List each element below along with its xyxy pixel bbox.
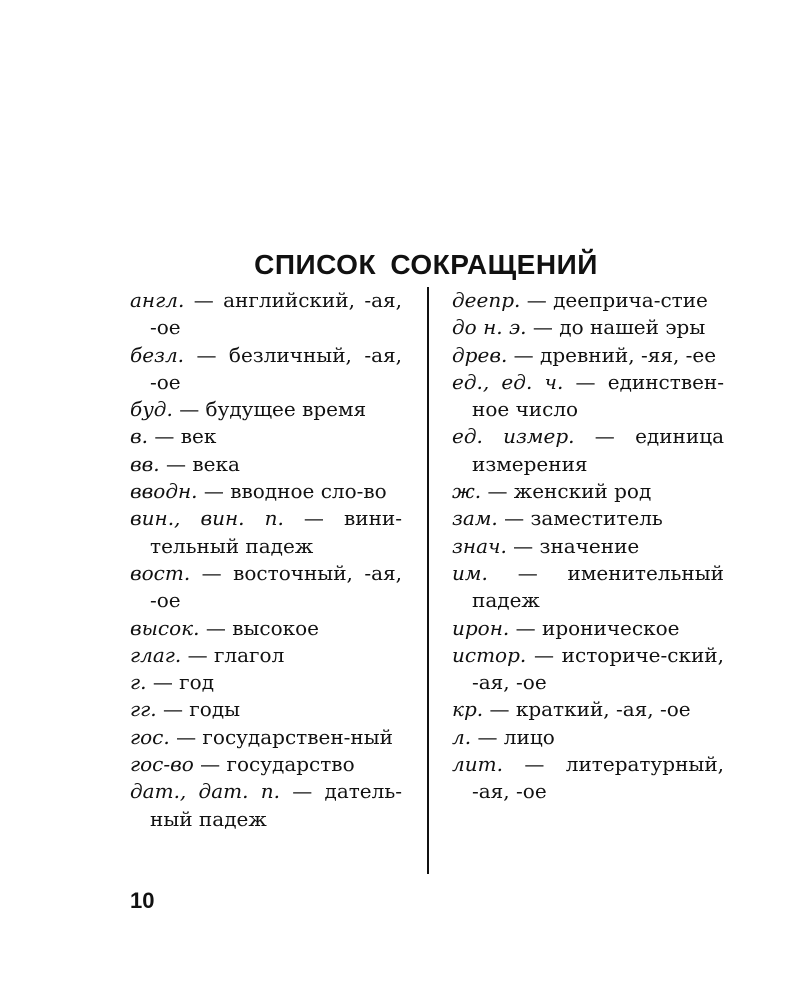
abbreviation: безл. (130, 342, 185, 367)
abbreviation: вост. (130, 560, 191, 585)
abbreviation-entry (130, 724, 402, 751)
abbreviation: ж. (452, 479, 482, 504)
abbreviation: им. (452, 560, 488, 585)
definition: — литературный, -ая, -ое (472, 752, 725, 804)
definition: — именительный падеж (472, 560, 724, 613)
abbreviation: вин., вин. п. (130, 506, 284, 531)
abbreviation: в. (130, 424, 148, 449)
abbreviation-entry (130, 560, 402, 615)
abbreviation-entry (452, 505, 724, 532)
definition: — вводное сло-во (203, 479, 387, 504)
definition: — высокое (205, 615, 319, 640)
definition: — женский род (487, 479, 652, 504)
column-divider (427, 287, 429, 874)
definition: — единствен-ное число (472, 369, 724, 422)
definition: — историче-ский, -ая, -ое (472, 642, 724, 695)
abbreviation-entry (452, 533, 724, 560)
abbreviation: гос. (130, 724, 170, 749)
abbreviation-entry (130, 642, 402, 669)
abbreviation-entry (130, 696, 402, 723)
definition: — до нашей эры (532, 315, 706, 340)
page-title: СПИСОК СОКРАЩЕНИЙ (254, 248, 598, 280)
abbreviation: истор. (452, 642, 527, 667)
abbreviation: глаг. (130, 642, 182, 667)
abbreviation: вводн. (130, 479, 198, 504)
definition: — краткий, -ая, -ое (489, 697, 691, 722)
abbreviation-entry (452, 560, 724, 615)
abbreviation: ед., ед. ч. (452, 369, 564, 394)
abbreviation: знач. (452, 533, 507, 558)
abbreviation-entry (130, 669, 402, 696)
abbreviation-entry (130, 505, 402, 560)
page-number: 10 (130, 888, 155, 913)
definition: — единица измерения (472, 424, 724, 476)
definition: — дееприча-стие (526, 288, 708, 312)
abbreviation-entry (130, 778, 402, 833)
abbreviation-entry (452, 342, 724, 369)
abbreviation-entry (130, 423, 402, 450)
abbreviation: гос-во (130, 752, 194, 777)
abbreviation-entry (452, 615, 724, 642)
definition: — вини-тельный падеж (150, 506, 402, 558)
abbreviation-entry (130, 287, 402, 342)
definition: — ироническое (515, 615, 680, 640)
abbreviation-entry (452, 478, 724, 505)
abbreviation-entry (452, 696, 724, 723)
abbreviation-entry (452, 423, 724, 478)
definition: — будущее время (179, 397, 367, 422)
abbreviation: г. (130, 670, 147, 695)
definition: — английский, -ая, -ое (150, 288, 403, 340)
abbreviation: высок. (130, 615, 200, 640)
definition: — века (166, 451, 240, 476)
abbreviation-entry (130, 615, 402, 642)
abbreviation: деепр. (452, 288, 521, 312)
abbreviation: кр. (452, 697, 484, 722)
abbreviation-entry (130, 751, 402, 778)
abbreviation-entry (452, 724, 724, 751)
abbreviation: ирон. (452, 615, 510, 640)
definition: — государство (200, 752, 355, 777)
abbreviation: гг. (130, 697, 157, 722)
definition: — лицо (477, 724, 555, 749)
abbreviation-entry (130, 451, 402, 478)
abbreviation-list-left (130, 287, 402, 833)
abbreviation: вв. (130, 451, 160, 476)
abbreviation-entry (452, 314, 724, 341)
definition: — государствен-ный (176, 724, 393, 749)
abbreviation-entry (130, 342, 402, 397)
abbreviation: л. (452, 724, 472, 749)
abbreviation: ед. измер. (452, 424, 575, 449)
definition: — век (154, 424, 217, 449)
abbreviation: зам. (452, 506, 498, 531)
abbreviation: англ. (130, 288, 185, 312)
definition: — годы (162, 697, 241, 722)
definition: — датель-ный падеж (150, 779, 402, 831)
abbreviation-list-right (452, 287, 724, 806)
abbreviation-entry (452, 287, 724, 314)
abbreviation: буд. (130, 397, 173, 422)
definition: — заместитель (504, 506, 663, 531)
definition: — древний, -яя, -ее (513, 342, 717, 367)
definition: — год (152, 670, 215, 695)
abbreviation-entry (130, 478, 402, 505)
definition: — безличный, -ая, -ое (150, 342, 402, 394)
abbreviation-entry (452, 369, 724, 424)
abbreviation: лит. (452, 752, 503, 777)
abbreviation: до н. э. (452, 315, 527, 340)
abbreviation-entry (130, 396, 402, 423)
definition: — восточный, -ая, -ое (150, 560, 402, 613)
abbreviation-entry (452, 642, 724, 697)
abbreviation: дат., дат. п. (130, 779, 280, 804)
definition: — глагол (187, 642, 285, 667)
abbreviation: древ. (452, 342, 508, 367)
abbreviation-entry (452, 751, 724, 806)
definition: — значение (513, 533, 640, 558)
